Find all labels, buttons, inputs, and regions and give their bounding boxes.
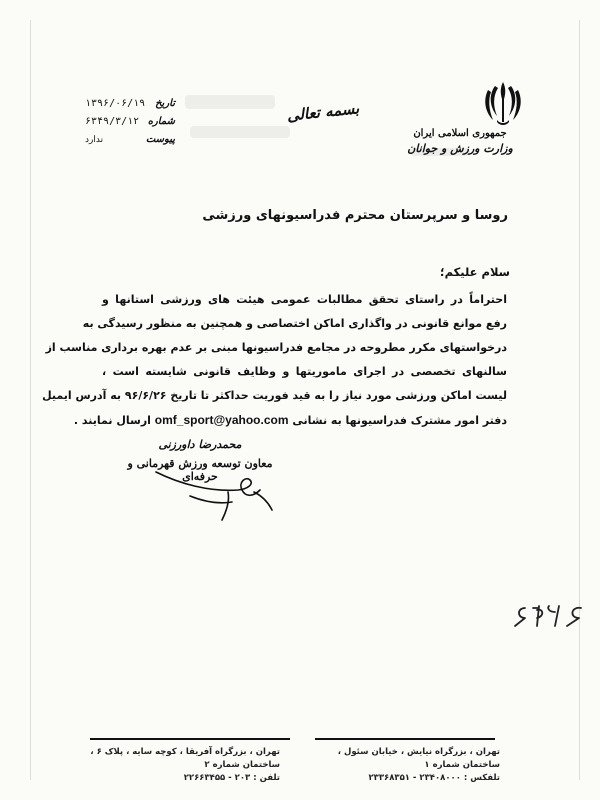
header-smudge <box>190 126 290 138</box>
number-label: شماره <box>147 116 175 127</box>
salutation: سلام علیکم؛ <box>439 265 510 279</box>
date-label: تاریخ <box>155 98 175 109</box>
body-line: لیست اماکن ورزشی مورد نیاز را به قید فوریت حداکثر تا تاریخ ۹۶/۶/۲۶ به آدرس ایمیل <box>42 389 507 402</box>
body-line: درخواستهای مکرر مطروحه در مجامع فدراسیونها مبنی بر عدم بهره برداری مناسب از <box>45 341 507 354</box>
signer-name: محمدرضا داورزنی <box>158 438 242 451</box>
org-line-2: وزارت ورزش و جوانان <box>407 142 513 155</box>
header-smudge <box>185 95 275 109</box>
number-value: ۶۳۴۹/۳/۱۲ <box>85 116 140 127</box>
footer-rule-left <box>90 738 290 740</box>
date-value: ۱۳۹۶/۰۶/۱۹ <box>85 98 146 109</box>
footer-address-right <box>300 746 500 785</box>
letter-meta <box>85 98 175 152</box>
body-line: احتراماً در راستای تحقق مطالبات عمومی هیئت های ورزشی استانها و <box>102 293 507 306</box>
footer-right-line-2: تلفکس : ۲۳۴۰۸۰۰۰ - ۲۳۳۶۸۳۵۱ <box>368 773 500 783</box>
ministry-header <box>380 128 540 155</box>
org-line-1: جمهوری اسلامی ایران <box>413 128 507 139</box>
footer-left-line-2: تلفن : ۲۰۳ - ۲۲۶۶۳۴۵۵ <box>183 773 280 783</box>
attachment-value: ندارد <box>85 135 104 145</box>
body-last-post: ارسال نمایند . <box>73 414 151 427</box>
signer-title: معاون توسعه ورزش قهرمانی و حرفه‌ای <box>127 457 273 483</box>
footer-rule-right <box>315 738 495 740</box>
footer-address-left <box>90 746 280 785</box>
attachment-label: پیوست <box>145 134 175 145</box>
email-address: omf_sport@yahoo.com <box>154 413 289 427</box>
body-line: رفع موانع قانونی در واگذاری اماکن اختصاصی و همچنین به منظور رسیدگی به <box>82 317 507 330</box>
footer-left-line-1: تهران ، بزرگراه آفریقا ، کوچه سایه ، پلاک ۶ ، ساختمان شماره ۲ <box>90 747 280 770</box>
attachment-row <box>85 134 175 152</box>
body-line: سالنهای تخصصی در اجرای ماموریتها و وظایف قانونی شایسته است ، <box>102 365 507 378</box>
body-last-pre: دفتر امور مشترک فدراسیونها به نشانی <box>292 414 507 427</box>
handwritten-number <box>503 596 588 636</box>
number-row <box>85 116 175 134</box>
date-row <box>85 98 175 116</box>
recipient-line: روسا و سرپرستان محترم فدراسیونهای ورزشی <box>202 208 508 223</box>
iran-emblem-icon <box>483 80 523 126</box>
bismillah-heading: بسمه تعالی <box>285 99 361 125</box>
letter-body <box>42 288 507 432</box>
body-line-last <box>73 408 507 432</box>
footer-right-line-1: تهران ، بزرگراه نیایش ، خیابان سئول ، ساختمان شماره ۱ <box>337 747 500 770</box>
handwritten-signature <box>150 462 280 522</box>
